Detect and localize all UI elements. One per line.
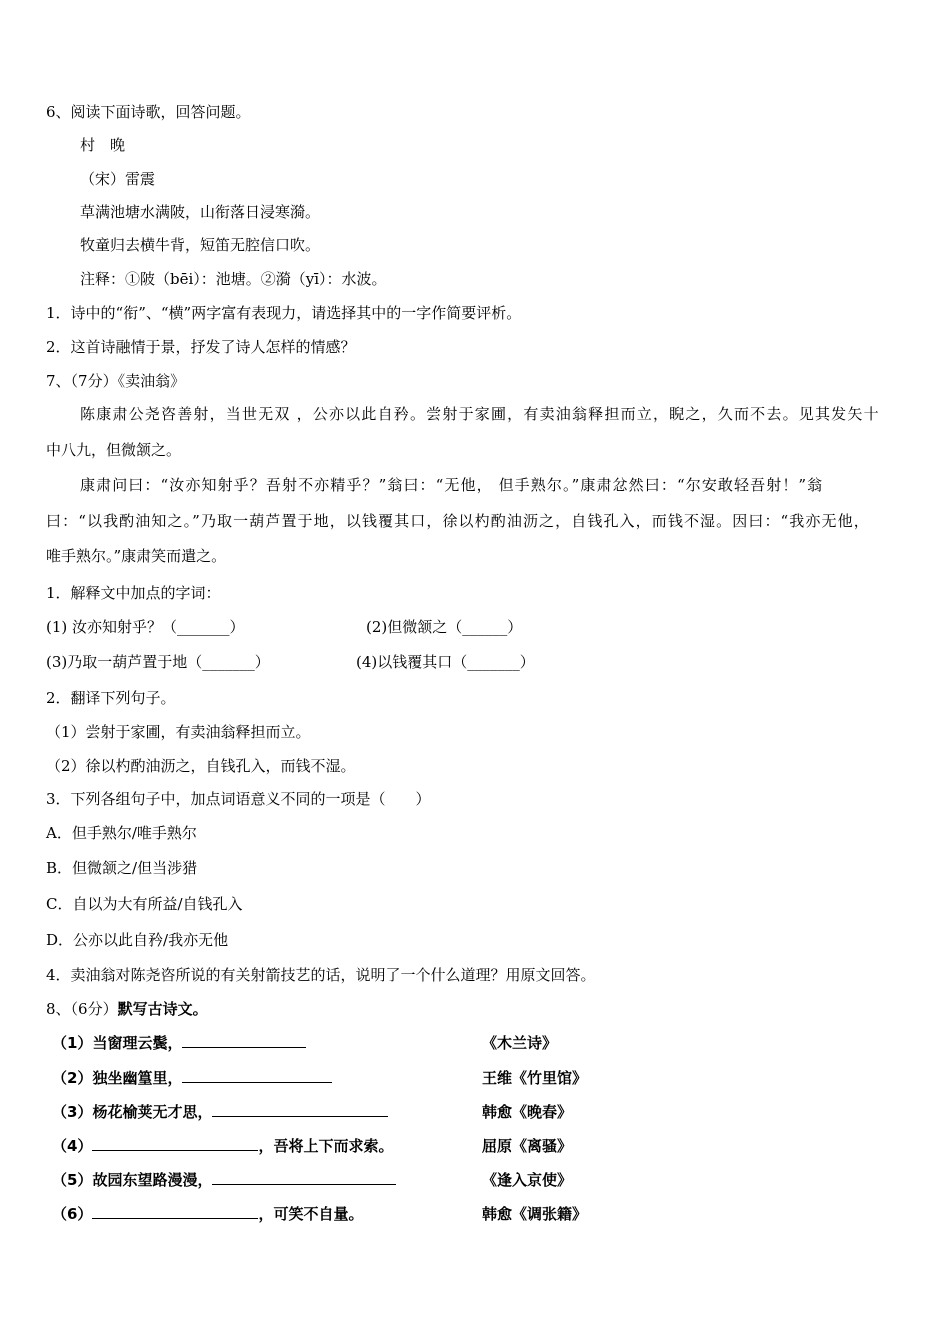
q8-row-text: ，可笑不自量。 (258, 1205, 364, 1223)
q8-row-text: 故园东望路漫漫， (92, 1171, 213, 1189)
q7-option-b: B．但微颔之/但当涉猎 (46, 859, 198, 877)
q8-row-1 (52, 1033, 306, 1053)
q8-row-num: （4） (52, 1137, 93, 1155)
q8-row-text: 当窗理云鬓， (92, 1034, 183, 1052)
q8-row-6 (52, 1204, 363, 1224)
q6-poem-line-2: 牧童归去横牛背，短笛无腔信口吹。 (80, 236, 321, 254)
q7-translate-2: （2）徐以杓酌油沥之，自钱孔入，而钱不湿。 (46, 757, 356, 775)
q7-item-4: (4)以钱覆其口（_______） (356, 653, 535, 671)
q8-row-text: 杨花榆荚无才思， (92, 1103, 213, 1121)
q8-row-text: 独坐幽篁里， (92, 1069, 183, 1087)
q7-sub-2: 2．翻译下列句子。 (46, 689, 176, 707)
q8-row-5-source: 《逢入京使》 (482, 1171, 573, 1189)
q6-header: 6、阅读下面诗歌，回答问题。 (46, 103, 251, 121)
q7-header: 7、（7分）《卖油翁》 (46, 372, 186, 390)
q7-sub-3: 3．下列各组句子中，加点词语意义不同的一项是（ ） (46, 790, 431, 808)
fill-blank[interactable] (182, 1068, 332, 1083)
q8-header (46, 999, 208, 1019)
q6-poem-line-1: 草满池塘水满陂，山衔落日浸寒漪。 (80, 203, 321, 221)
q8-row-num: （6） (52, 1205, 93, 1223)
fill-blank[interactable] (212, 1102, 388, 1117)
q8-row-3-source: 韩愈《晚春》 (482, 1103, 573, 1121)
q8-header-score: 8、（6分） (46, 1000, 118, 1018)
q8-row-4 (52, 1136, 393, 1156)
q8-row-num: （3） (52, 1103, 93, 1121)
q7-item-1: (1) 汝亦知射乎？（_______） (46, 618, 245, 636)
q6-poem-title: 村 晚 (80, 136, 126, 154)
q6-note: 注释：①陂（bēi）：池塘。②漪（yī）：水波。 (80, 270, 387, 288)
q7-passage-line-4: 曰：“以我酌油知之。”乃取一葫芦置于地，以钱覆其口，徐以杓酌油沥之，自钱孔入，而钱不湿。因曰：“我亦无他， (46, 512, 870, 530)
q8-row-num: （1） (52, 1034, 93, 1052)
q6-sub-2: 2．这首诗融情于景，抒发了诗人怎样的情感？ (46, 338, 356, 356)
q7-option-a: A．但手熟尔/唯手熟尔 (46, 824, 197, 842)
q7-sub-4: 4．卖油翁对陈尧咨所说的有关射箭技艺的话，说明了一个什么道理？用原文回答。 (46, 966, 596, 984)
q7-item-2: (2)但微颔之（______） (366, 618, 523, 636)
q8-row-6-source: 韩愈《调张籍》 (482, 1205, 588, 1223)
q8-row-4-source: 屈原《离骚》 (482, 1137, 573, 1155)
q7-passage-line-1: 陈康肃公尧咨善射，当世无双 ，公亦以此自矜。尝射于家圃，有卖油翁释担而立，睨之，久而不去。见其发矢十 (80, 405, 880, 423)
q8-row-text: ，吾将上下而求索。 (258, 1137, 394, 1155)
fill-blank[interactable] (212, 1170, 396, 1185)
q8-row-2 (52, 1068, 332, 1088)
q7-passage-line-2: 中八九，但微颔之。 (46, 441, 182, 459)
q8-row-num: （5） (52, 1171, 93, 1189)
q7-passage-line-5: 唯手熟尔。”康肃笑而遣之。 (46, 547, 227, 565)
q7-sub-1: 1．解释文中加点的字词： (46, 584, 221, 602)
q8-row-1-source: 《木兰诗》 (482, 1034, 558, 1052)
q7-translate-1: （1）尝射于家圃，有卖油翁释担而立。 (46, 723, 311, 741)
q8-row-5 (52, 1170, 396, 1190)
q7-passage-line-3: 康肃问曰：“汝亦知射乎？吾射不亦精乎？”翁曰：“无他， 但手熟尔。”康肃忿然曰：“尔安敢轻吾射！”翁 (80, 476, 824, 494)
fill-blank[interactable] (92, 1204, 258, 1219)
q7-item-3: (3)乃取一葫芦置于地（_______） (46, 653, 270, 671)
fill-blank[interactable] (182, 1033, 306, 1048)
q8-row-num: （2） (52, 1069, 93, 1087)
q8-row-2-source: 王维《竹里馆》 (482, 1069, 588, 1087)
q7-option-d: D．公亦以此自矜/我亦无他 (46, 931, 229, 949)
fill-blank[interactable] (92, 1136, 258, 1151)
q8-row-3 (52, 1102, 388, 1122)
q7-option-c: C．自以为大有所益/自钱孔入 (46, 895, 243, 913)
q6-sub-1: 1．诗中的“衔”、“横”两字富有表现力，请选择其中的一字作简要评析。 (46, 304, 522, 322)
q6-author: （宋）雷震 (80, 170, 156, 188)
q8-header-instruction: 默写古诗文。 (117, 1000, 208, 1018)
